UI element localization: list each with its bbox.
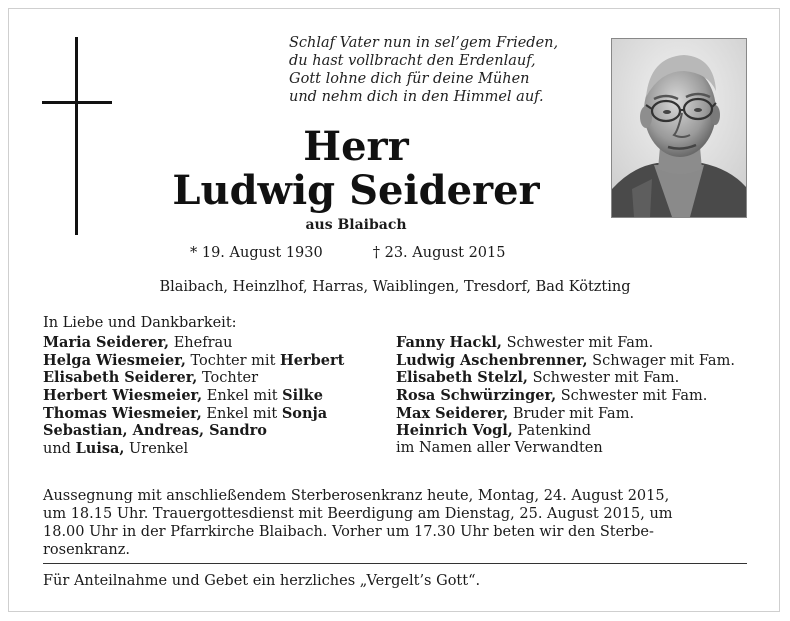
mourner-entry: im Namen aller Verwandten [396, 440, 603, 457]
mourner-entry: Ludwig Aschenbrenner, Schwager mit Fam. [396, 351, 735, 369]
funeral-line: 18.00 Uhr in der Pfarrkirche Blaibach. Vorher um 17.30 Uhr beten wir den Sterbe- [43, 524, 654, 540]
funeral-line: rosenkranz. [43, 542, 130, 558]
mourner-entry: Helga Wiesmeier, Tochter mit Herbert [43, 351, 345, 369]
death-date: † 23. August 2015 [372, 245, 506, 261]
mourners-right-column [396, 334, 735, 458]
funeral-notice [43, 487, 747, 559]
birth-date: * 19. August 1930 [190, 245, 323, 261]
poem [289, 34, 589, 106]
mourner-entry: Sebastian, Andreas, Sandro [43, 422, 267, 440]
poem-line: und nehm dich in den Himmel auf. [289, 89, 544, 105]
mourner-entry: Maria Seiderer, Ehefrau [43, 334, 233, 351]
funeral-line: um 18.15 Uhr. Trauergottesdienst mit Beerdigung am Dienstag, 25. August 2015, um [43, 506, 673, 522]
poem-line: Schlaf Vater nun in sel’gem Frieden, [289, 35, 559, 51]
poem-line: Gott lohne dich für deine Mühen [289, 71, 530, 87]
cross-icon-bar [42, 101, 112, 104]
title-salutation: Herr [303, 123, 409, 170]
mourner-entry: Elisabeth Seiderer, Tochter [43, 369, 259, 387]
mourners-left-column [43, 334, 344, 458]
mourner-entry: Rosa Schwürzinger, Schwester mit Fam. [396, 387, 708, 405]
origin-place: aus Blaibach [305, 217, 407, 233]
life-dates [190, 244, 550, 262]
thanks-line: Für Anteilnahme und Gebet ein herzliches „Vergelt’s Gott“. [43, 573, 481, 589]
places-list: Blaibach, Heinzlhof, Harras, Waiblingen, Tresdorf, Bad Kötzting [159, 279, 631, 295]
funeral-line: Aussegnung mit anschließendem Sterberosenkranz heute, Montag, 24. August 2015, [43, 488, 670, 504]
mourner-entry: Max Seiderer, Bruder mit Fam. [396, 404, 635, 422]
mourners-intro: In Liebe und Dankbarkeit: [43, 315, 237, 331]
mourner-entry: Elisabeth Stelzl, Schwester mit Fam. [396, 369, 680, 387]
poem-line: du hast vollbracht den Erdenlauf, [289, 53, 536, 69]
mourner-entry: und Luisa, Urenkel [43, 440, 189, 458]
mourner-entry: Fanny Hackl, Schwester mit Fam. [396, 334, 654, 351]
divider [43, 563, 747, 564]
mourner-entry: Herbert Wiesmeier, Enkel mit Silke [43, 387, 323, 405]
mourner-entry: Heinrich Vogl, Patenkind [396, 422, 591, 440]
deceased-name: Ludwig Seiderer [172, 167, 540, 214]
mourner-entry: Thomas Wiesmeier, Enkel mit Sonja [43, 404, 328, 422]
